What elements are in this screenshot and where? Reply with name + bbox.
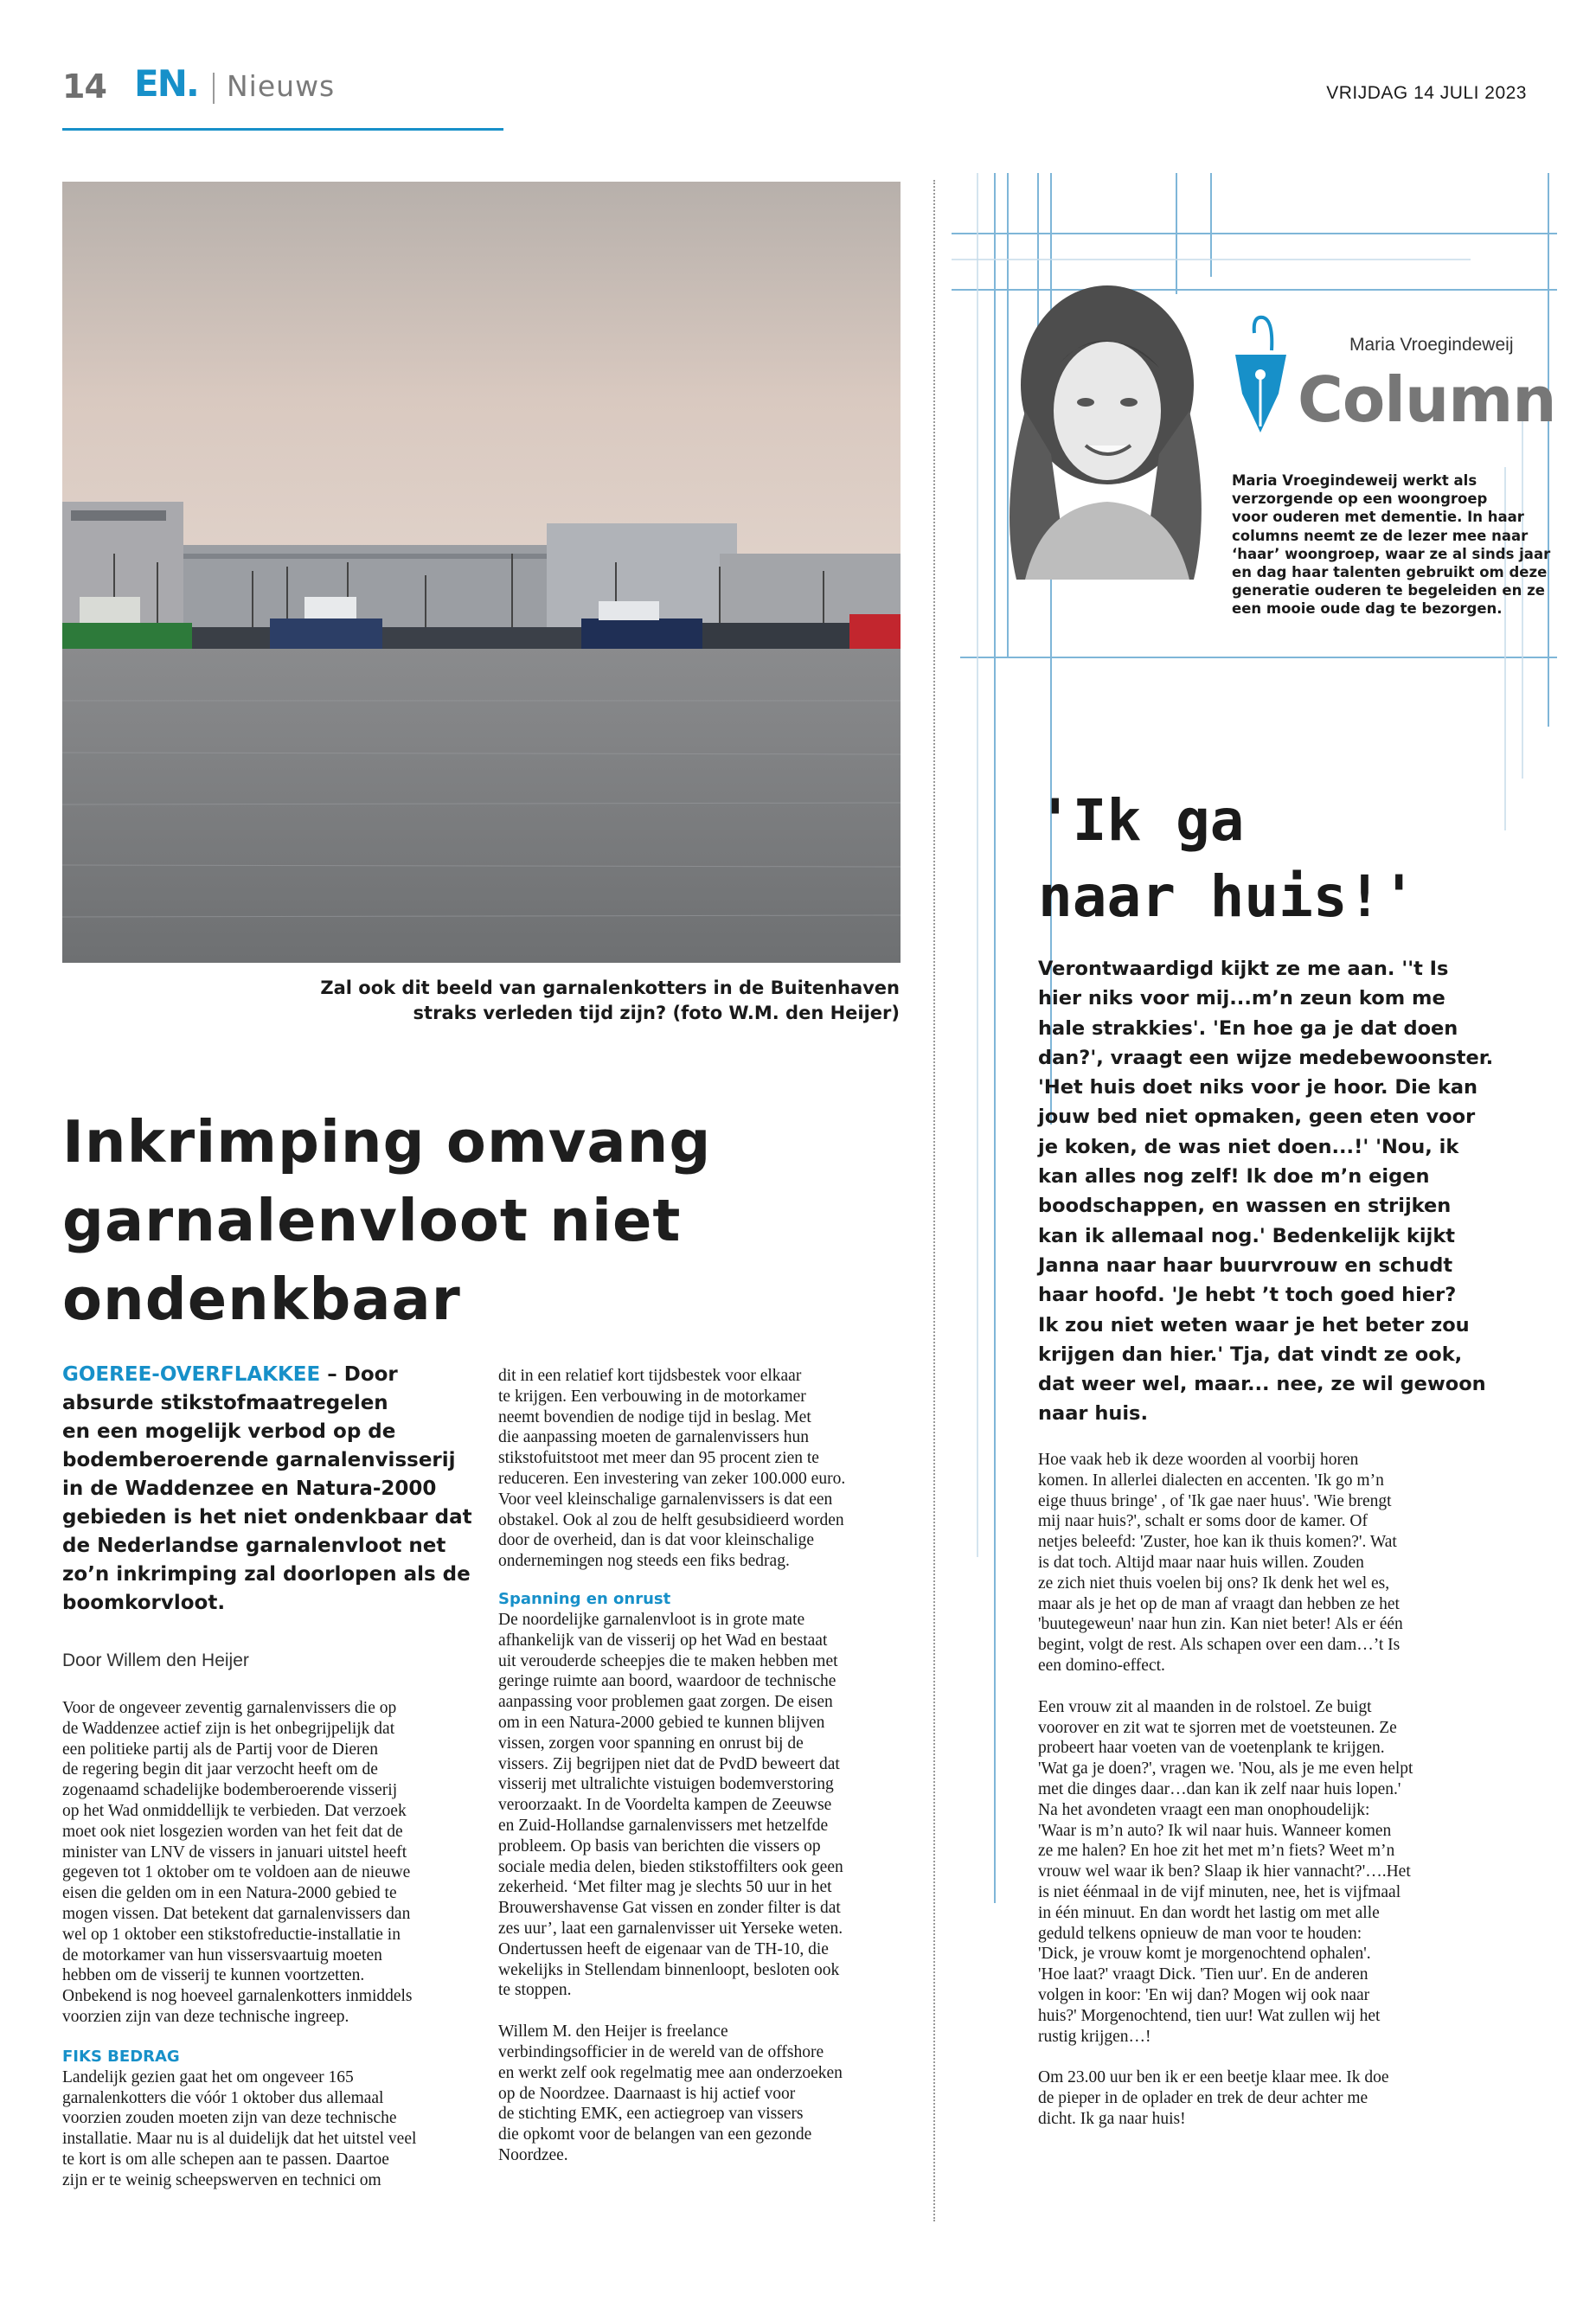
lead-line: Verontwaardigd kijkt ze me aan. ''t Is	[1038, 958, 1449, 980]
body-line: eisen die gelden om in een Natura-2000 gebied te	[62, 1884, 397, 1903]
body-line: gegeven tot 1 oktober om te voldoen aan de nieuwe	[62, 1863, 411, 1882]
lead-line: hale strakkies'. 'En hoe ga je dat doen	[1038, 1016, 1458, 1040]
body-line: ondernemingen nog steeds een fiks bedrag.	[498, 1552, 790, 1571]
article-lead	[62, 1361, 472, 1618]
body-line: probeert haar voeten van de voetenplank te krijgen.	[1038, 1739, 1385, 1758]
lead-line: jouw bed niet opmaken, geen eten voor	[1038, 1106, 1476, 1129]
author-bio-line: Noordzee.	[498, 2145, 568, 2164]
body-line: 'buutegeweun' naar hun zin. Kan niet beter! Als er één	[1038, 1615, 1403, 1634]
body-line: een domino-effect.	[1038, 1656, 1165, 1675]
author-bio-line: die opkomt voor de belangen van een gezonde	[498, 2125, 812, 2144]
body-line: uit verouderde scheepjes die te maken hebben met	[498, 1651, 838, 1670]
lead-line: kan ik allemaal nog.' Bedenkelijk kijkt	[1038, 1224, 1456, 1247]
intro-line: verzorgende op een woongroep	[1232, 490, 1488, 508]
headline-line: ondenkbaar	[62, 1266, 461, 1333]
subheading-spanning: Spanning en onrust	[498, 1589, 671, 1608]
lead-line: en een mogelijk verbod op de	[62, 1420, 396, 1443]
body-line: dit in een relatief kort tijdsbestek voor elkaar	[498, 1367, 802, 1385]
body-line: geringe ruimte aan boord, waardoor de technische	[498, 1672, 836, 1691]
body-line: visserij met ultralichte vistuigen bodemverstoring	[498, 1775, 834, 1794]
harbor-photo	[62, 182, 901, 963]
body-line: de motorkamer van hun vissersvaartuig moeten	[62, 1945, 382, 1965]
headline-line: naar huis!'	[1038, 863, 1417, 930]
body-line: is dat toch. Altijd maar naar huis willen. Zouden	[1038, 1553, 1364, 1572]
author-bio-line: en werkt zelf ook regelmatig mee aan onderzoeken	[498, 2063, 843, 2082]
author-bio-line: Willem M. den Heijer is freelance	[498, 2022, 728, 2041]
column-headline	[1038, 783, 1416, 935]
lead-line: Janna naar haar buurvrouw en schudt	[1038, 1253, 1453, 1277]
lead-line: kan alles nog zelf! Ik doe m’n eigen	[1038, 1165, 1430, 1189]
body-line: te stoppen.	[498, 1981, 572, 2000]
headline-line: Inkrimping omvang	[62, 1108, 712, 1176]
body-line: hebben om de visserij te kunnen voortzetten.	[62, 1966, 365, 1985]
body-line: probleem. Op basis van berichten die vissers op	[498, 1836, 821, 1856]
lead-line: Ik zou niet weten waar je het beter zou	[1038, 1313, 1470, 1336]
body-line: Brouwershavense Gat vissen en zonder filter is dat	[498, 1899, 841, 1918]
body-line: zogenaamd schadelijke bodemberoerende visserij	[62, 1781, 398, 1800]
section-name: Nieuws	[227, 69, 336, 103]
body-line: De noordelijke garnalenvloot is in grote mate	[498, 1610, 805, 1629]
body-line: installatie. Maar nu is al duidelijk dat het uitstel veel	[62, 2130, 417, 2149]
intro-line: ‘haar’ woongroep, waar ze al sinds jaar	[1232, 545, 1551, 562]
body-line: 'Wat ga je doen?', vragen we. 'Nou, als je me even helpt	[1038, 1759, 1413, 1779]
column-body	[1038, 1450, 1557, 2130]
lead-line: naar huis.	[1038, 1402, 1149, 1426]
header-separator	[213, 73, 215, 104]
lead-line: krijgen dan hier.' Tja, dat vindt ze ook,	[1038, 1343, 1463, 1366]
body-line: Om 23.00 uur ben ik er een beetje klaar mee. Ik doe	[1038, 2068, 1389, 2087]
lead-line: gebieden is het niet ondenkbaar dat	[62, 1506, 472, 1529]
body-line: is niet éénmaal in de vijf minuten, nee, het is vijfmaal	[1038, 1882, 1401, 1901]
author-bio-line: verbindingsofficier in de wereld van de offshore	[498, 2042, 824, 2061]
body-line: en Zuid-Hollandse garnalenvissers met hetzelfde	[498, 1816, 829, 1835]
body-line: voorover en zit wat te sjorren met de voetsteunen. Ze	[1038, 1718, 1397, 1737]
body-line: vrouw wel waar ik ben? Slaap ik hier vannacht?'….Het	[1038, 1862, 1411, 1881]
body-line: de Waddenzee actief zijn is het onbegrijpelijk dat	[62, 1719, 395, 1738]
body-line: die aanpassing moeten de garnalenvissers hun	[498, 1428, 810, 1447]
body-line: Hoe vaak heb ik deze woorden al voorbij horen	[1038, 1451, 1359, 1469]
lead-line: je koken, de was niet doen...!' 'Nou, ik	[1038, 1135, 1459, 1158]
body-line: reduceren. Een investering van zeker 100.000 euro.	[498, 1469, 846, 1488]
body-line: netjes beleefd: 'Zuster, hoe kan ik thuis komen?'. Wat	[1038, 1533, 1397, 1552]
body-line: op het Wad onmiddellijk te verbieden. Dat verzoek	[62, 1801, 407, 1820]
lead-line: boodschappen, en wassen en strijken	[1038, 1195, 1452, 1218]
body-line: ze zich niet thuis voelen bij ons? Ik denk het wel es,	[1038, 1574, 1390, 1593]
body-line: te krijgen. Een verbouwing in de motorkamer	[498, 1387, 806, 1406]
body-line: 'Hoe laat?' vraagt Dick. 'Tien uur'. En de anderen	[1038, 1965, 1368, 1984]
body-line: ze me halen? En hoe zit het met m’n fiets? Weet m’n	[1038, 1842, 1395, 1861]
body-line: maar als je het op de man af vraagt dan hebben ze het	[1038, 1594, 1400, 1613]
body-line: veroorzaakt. In de Voordelta kampen de Zeeuwse	[498, 1796, 832, 1815]
page-number: 14	[62, 67, 106, 106]
columnist-intro	[1232, 471, 1561, 619]
intro-line: een mooie oude dag te bezorgen.	[1232, 600, 1503, 618]
intro-line: Maria Vroegindeweij werkt als	[1232, 472, 1477, 489]
body-line: rustig krijgen…!	[1038, 2027, 1151, 2046]
article-body-col1	[62, 1698, 469, 2191]
lead-line: – Door	[320, 1363, 398, 1386]
body-line: 'Waar is m’n auto? Ik wil naar huis. Wanneer komen	[1038, 1821, 1392, 1840]
columnist-portrait	[990, 281, 1215, 580]
body-line: de pieper in de oplader en trek de deur achter me	[1038, 2089, 1368, 2108]
lead-line: bodemberoerende garnalenvisserij	[62, 1449, 456, 1471]
newspaper-logo: EN.	[134, 62, 198, 105]
body-line: wel op 1 oktober een stikstofreductie-installatie in	[62, 1925, 401, 1944]
body-line: stikstofuitstoot met meer dan 95 procent zien te	[498, 1449, 819, 1468]
intro-line: columns neemt ze de lezer mee naar	[1232, 527, 1529, 544]
body-line: zes uur’, laat een garnalenvisser uit Yerseke weten.	[498, 1919, 843, 1938]
body-line: Ondertussen heeft de eigenaar van de TH-10, die	[498, 1939, 829, 1958]
body-line: met die dinges daar…dan kan ik zelf naar huis lopen.'	[1038, 1779, 1401, 1798]
body-line: te kort is om alle schepen aan te passen. Daartoe	[62, 2150, 389, 2169]
body-line: Onbekend is nog hoeveel garnalenkotters inmiddels	[62, 1987, 413, 2006]
body-line: obstakel. Ook al zou de helft gesubsidieerd worden	[498, 1510, 844, 1529]
body-line: minister van LNV de vissers in januari uitstel heeft	[62, 1843, 407, 1862]
pen-nib-icon	[1228, 307, 1293, 437]
body-line: neemt bovendien de nodige tijd in beslag. Met	[498, 1407, 811, 1426]
body-line: door de overheid, dan is dat voor kleinschalige	[498, 1531, 814, 1550]
photo-caption	[173, 976, 900, 1026]
body-line: aanpassing voor problemen gaat zorgen. De eisen	[498, 1693, 833, 1712]
lead-line: in de Waddenzee en Natura-2000	[62, 1477, 437, 1500]
body-line: Voor veel kleinschalige garnalenvissers is dat een	[498, 1490, 833, 1509]
body-line: sociale media delen, bieden stikstoffilters ook geen	[498, 1857, 843, 1876]
body-line: wekelijks in Stellendam binnenloopt, besloten ook	[498, 1960, 840, 1979]
byline: Door Willem den Heijer	[62, 1650, 249, 1670]
lead-line: 'Het huis doet niks voor je hoor. Die kan	[1038, 1076, 1478, 1099]
body-line: Na het avondeten vraagt een man onophoudelijk:	[1038, 1800, 1370, 1819]
body-line: voorzien zijn van deze technische ingreep.	[62, 2007, 349, 2026]
body-line: volgen in koor: 'En wij dan? Mogen wij ook naar	[1038, 1985, 1370, 2004]
body-line: 'Dick, je vrouw komt je morgenochtend ophalen'.	[1038, 1945, 1371, 1964]
lead-line: zo’n inkrimping zal doorlopen als de	[62, 1563, 471, 1586]
body-line: vissers. Zij begrijpen niet dat de PvdD beweert dat	[498, 1754, 840, 1773]
body-line: een politieke partij als de Partij voor de Dieren	[62, 1740, 378, 1759]
lead-line: de Nederlandse garnalenvloot net	[62, 1535, 446, 1557]
headline-line: 'Ik ga	[1038, 787, 1245, 854]
caption-line: straks verleden tijd zijn? (foto W.M. den Heijer)	[413, 1003, 900, 1023]
body-line: Landelijk gezien gaat het om ongeveer 165	[62, 2067, 354, 2086]
body-line: afhankelijk van de visserij op het Wad en bestaat	[498, 1631, 828, 1650]
body-line: zijn er te weinig scheepswerven en technici om	[62, 2170, 381, 2189]
body-line: vissen, zorgen voor spanning en onrust bij de	[498, 1734, 804, 1753]
intro-line: en dag haar talenten gebruikt om deze	[1232, 564, 1548, 581]
lead-line: dat weer wel, maar... nee, ze wil gewoon	[1038, 1373, 1486, 1396]
body-line: de regering begin dit jaar verzocht heeft om de	[62, 1760, 378, 1779]
body-line: zekerheid. ‘Met filter mag je slechts 50 uur in het	[498, 1878, 832, 1897]
body-line: komen. In allerlei dialecten en accenten. 'Ik go m’n	[1038, 1471, 1384, 1490]
body-line: begint, volgt de rest. Als schapen over een dam…’t Is	[1038, 1636, 1401, 1655]
columnist-name: Maria Vroegindeweij	[1349, 335, 1514, 355]
column-label: Column	[1298, 363, 1556, 436]
caption-line: Zal ook dit beeld van garnalenkotters in de Buitenhaven	[320, 977, 900, 998]
issue-date: VRIJDAG 14 JULI 2023	[1326, 83, 1527, 103]
body-line: voorzien zouden moeten zijn van deze technische	[62, 2109, 397, 2128]
column-divider	[933, 180, 935, 2221]
body-line: eige thuus bringe' , of 'Ik gae naer huus'. 'Wie brengt	[1038, 1491, 1392, 1510]
author-bio-line: op de Noordzee. Daarnaast is hij actief voor	[498, 2084, 796, 2103]
subheading-fiks-bedrag: FIKS BEDRAG	[62, 2047, 180, 2066]
lead-line: hier niks voor mij...m’n zeun kom me	[1038, 987, 1445, 1010]
article-body-col2	[498, 1366, 905, 2166]
body-line: moet ook niet losgezien worden van het feit dat de	[62, 1822, 403, 1841]
lead-line: dan?', vraagt een wijze medebewoonster.	[1038, 1046, 1494, 1069]
body-line: geduld telkens opnieuw de man voor te houden:	[1038, 1924, 1362, 1943]
article-headline	[62, 1103, 901, 1339]
body-line: garnalenkotters die vóór 1 oktober dus allemaal	[62, 2088, 384, 2107]
header-rule	[62, 128, 503, 131]
intro-line: voor ouderen met dementie. In haar	[1232, 509, 1524, 526]
lead-line: haar hoofd. 'Je hebt ’t toch goed hier?	[1038, 1284, 1457, 1307]
lead-line: absurde stikstofmaatregelen	[62, 1392, 388, 1414]
dateline-location: GOEREE-OVERFLAKKEE	[62, 1363, 321, 1386]
body-line: Een vrouw zit al maanden in de rolstoel. Ze buigt	[1038, 1697, 1372, 1716]
intro-line: generatie ouderen te begeleiden en ze	[1232, 582, 1545, 599]
body-line: dicht. Ik ga naar huis!	[1038, 2109, 1186, 2128]
headline-line: garnalenvloot niet	[62, 1187, 682, 1254]
body-line: om in een Natura-2000 gebied te kunnen blijven	[498, 1713, 825, 1732]
body-line: Voor de ongeveer zeventig garnalenvissers die op	[62, 1699, 397, 1717]
lead-line: boomkorvloot.	[62, 1592, 226, 1614]
body-line: huis?' Morgenochtend, tien uur! Wat zullen wij het	[1038, 2006, 1381, 2025]
body-line: in één minuut. En dan wordt het lastig om met alle	[1038, 1903, 1380, 1922]
column-lead	[1038, 954, 1557, 1429]
body-line: mogen vissen. Dat betekent dat garnalenvissers dan	[62, 1904, 411, 1923]
author-bio-line: de stichting EMK, een actiegroep van vissers	[498, 2105, 804, 2124]
body-line: mij naar huis?', schalt er soms door de kamer. Of	[1038, 1512, 1368, 1531]
